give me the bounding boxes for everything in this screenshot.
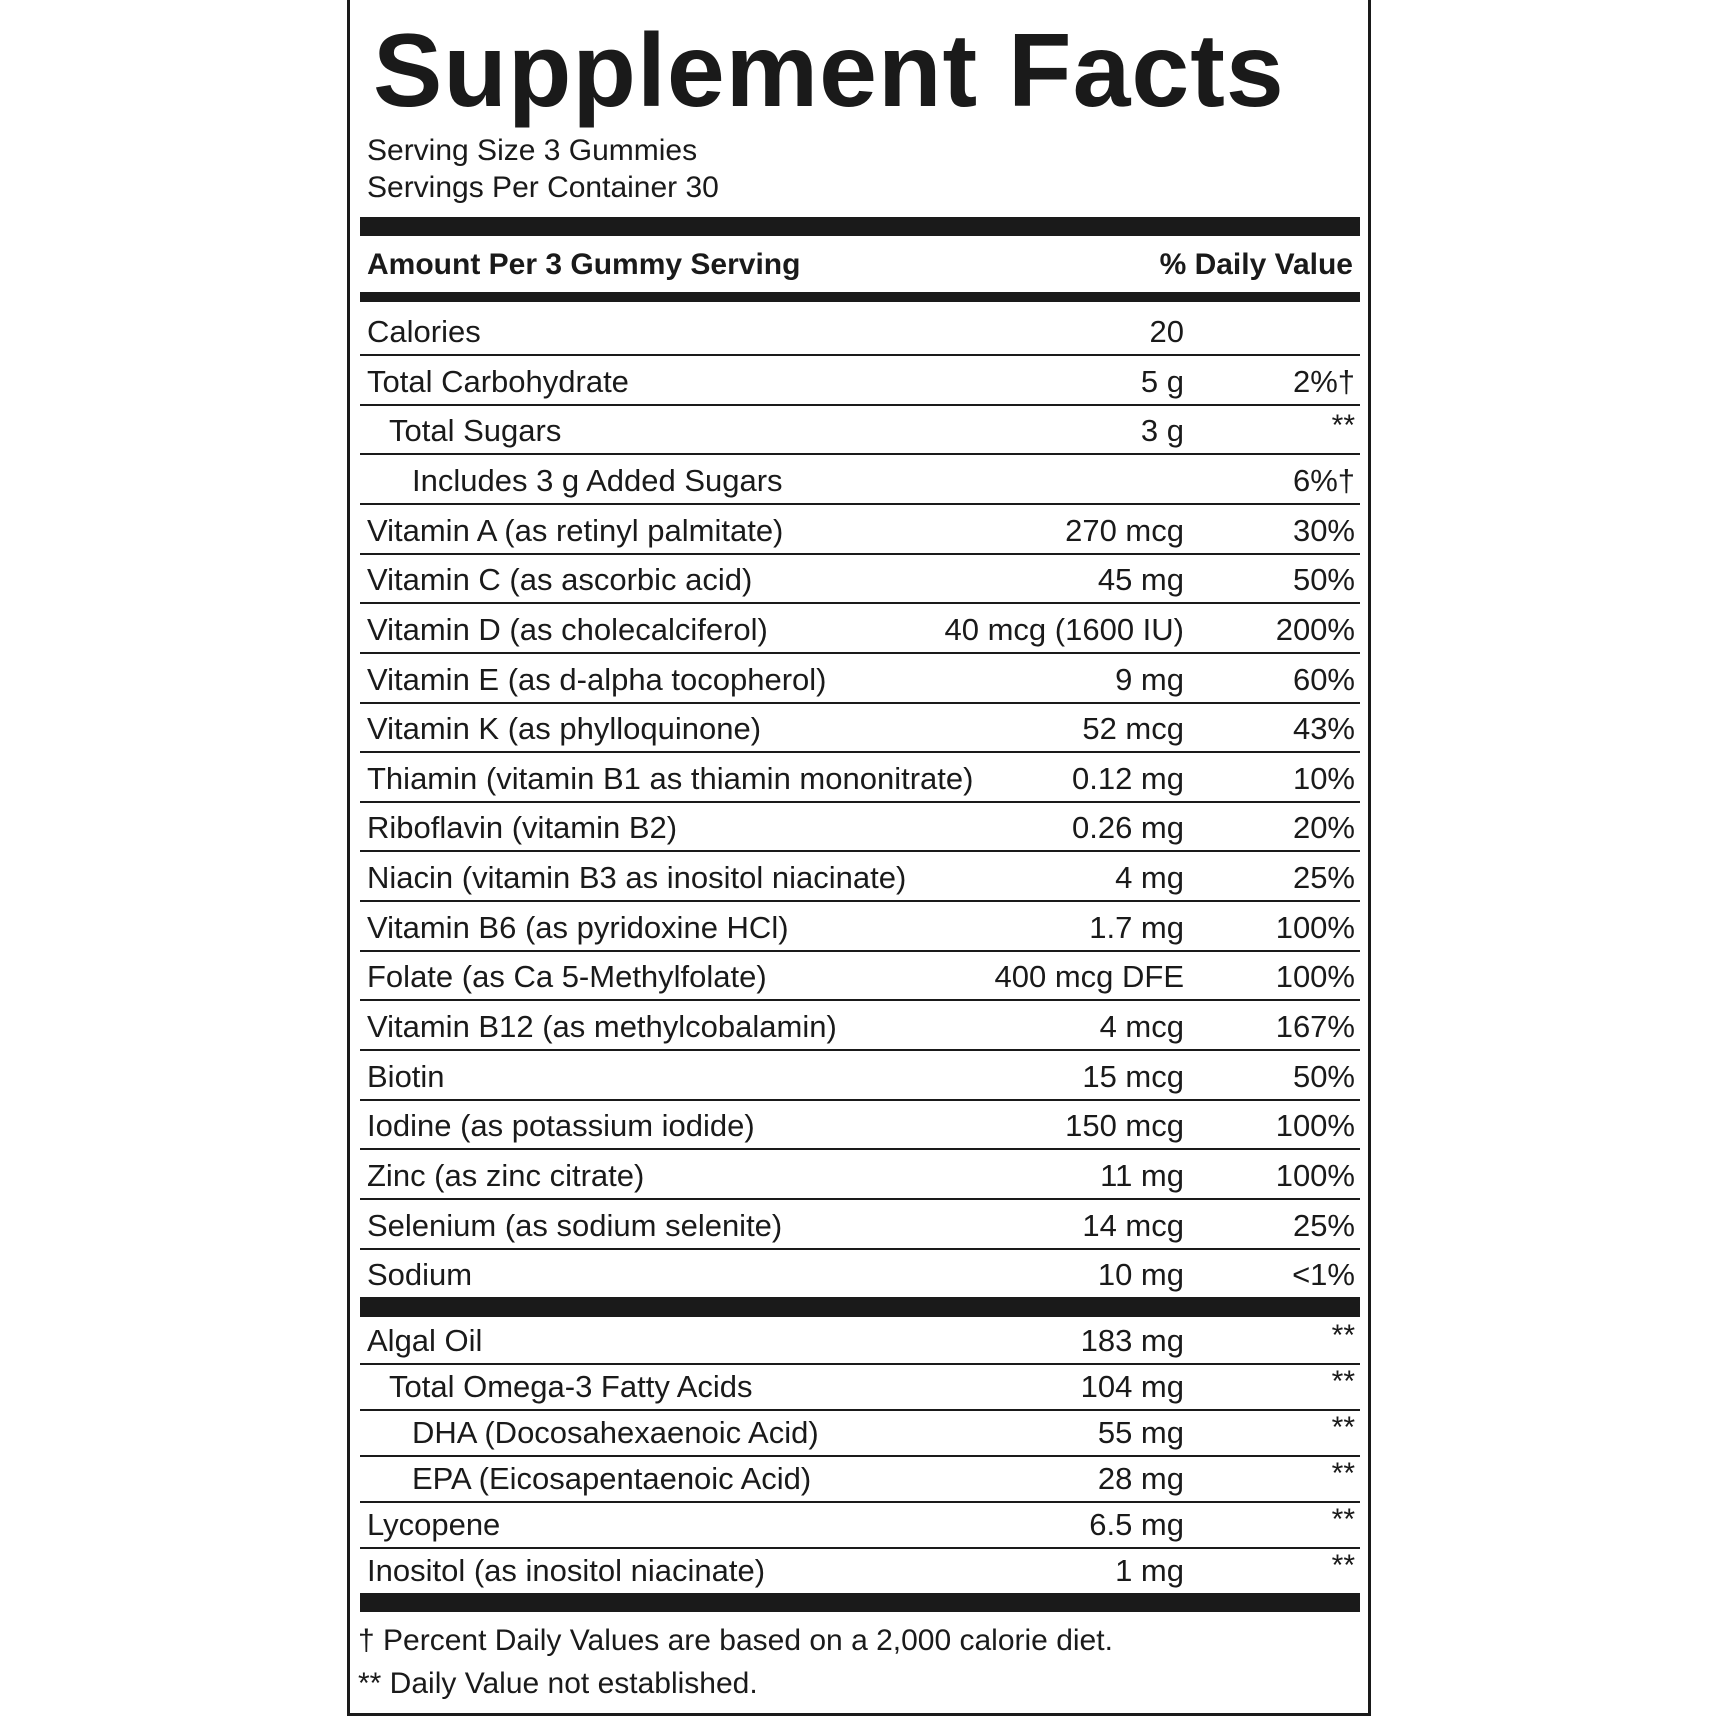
amount-per-serving-label: Amount Per 3 Gummy Serving <box>367 248 801 281</box>
nutrient-row-added-sugars <box>360 455 1360 505</box>
nutrient-amount: 20 <box>1149 314 1184 349</box>
nutrient-daily-value: 43% <box>1292 711 1355 746</box>
nutrient-row-selenium <box>360 1200 1360 1250</box>
nutrient-name: Folate (as Ca 5-Methylfolate) <box>367 959 767 994</box>
nutrient-daily-value: 2%† <box>1292 364 1355 399</box>
nutrient-name: Sodium <box>367 1257 473 1292</box>
nutrient-amount: 14 mcg <box>1082 1208 1184 1243</box>
ingredient-row-algal-oil <box>360 1317 1360 1365</box>
nutrient-row-sodium <box>360 1250 1360 1297</box>
nutrient-amount: 4 mcg <box>1099 1009 1184 1044</box>
nutrient-row-vitamin-e <box>360 654 1360 704</box>
daily-value-label: % Daily Value <box>1159 248 1353 281</box>
ingredient-row-inositol <box>360 1549 1360 1593</box>
ingredient-daily-value: ** <box>1331 1503 1355 1536</box>
ingredient-name: Lycopene <box>367 1507 501 1542</box>
ingredient-row-dha <box>360 1411 1360 1457</box>
nutrient-row-vitamin-k <box>360 704 1360 753</box>
nutrient-row-biotin <box>360 1051 1360 1101</box>
servings-per-container: Servings Per Container 30 <box>367 171 719 204</box>
nutrient-row-vitamin-a <box>360 505 1360 555</box>
thick-divider <box>360 217 1360 236</box>
ingredient-name: Inositol (as inositol niacinate) <box>367 1553 766 1588</box>
supplement-facts-panel <box>347 0 1371 1716</box>
nutrient-daily-value: 20% <box>1292 810 1355 845</box>
nutrient-name: Vitamin K (as phylloquinone) <box>367 711 762 746</box>
ingredient-amount: 183 mg <box>1080 1323 1184 1358</box>
ingredient-amount: 55 mg <box>1097 1415 1184 1450</box>
nutrient-row-vitamin-b12 <box>360 1001 1360 1051</box>
medium-divider <box>360 292 1360 302</box>
nutrient-name: Vitamin B12 (as methylcobalamin) <box>367 1009 837 1044</box>
serving-size: Serving Size 3 Gummies <box>367 134 698 167</box>
nutrient-daily-value: 25% <box>1292 1208 1355 1243</box>
nutrient-daily-value: 60% <box>1292 662 1355 697</box>
nutrient-name: Selenium (as sodium selenite) <box>367 1208 783 1243</box>
ingredient-amount: 1 mg <box>1115 1553 1184 1588</box>
nutrient-amount: 270 mcg <box>1065 513 1184 548</box>
nutrient-amount: 45 mg <box>1097 562 1184 597</box>
nutrient-amount: 40 mcg (1600 IU) <box>944 612 1184 647</box>
nutrient-row-vitamin-c <box>360 555 1360 604</box>
nutrient-name: Vitamin D (as cholecalciferol) <box>367 612 768 647</box>
nutrient-daily-value: 25% <box>1292 860 1355 895</box>
nutrient-daily-value: 50% <box>1292 1059 1355 1094</box>
nutrient-row-niacin <box>360 852 1360 902</box>
nutrient-amount: 9 mg <box>1115 662 1184 697</box>
nutrient-name: Vitamin B6 (as pyridoxine HCl) <box>367 910 789 945</box>
column-header <box>367 244 1353 286</box>
nutrient-name: Calories <box>367 314 481 349</box>
nutrient-amount: 1.7 mg <box>1089 910 1184 945</box>
ingredient-name: EPA (Eicosapentaenoic Acid) <box>412 1461 812 1496</box>
nutrient-amount: 52 mcg <box>1082 711 1184 746</box>
ingredient-amount: 6.5 mg <box>1089 1507 1184 1542</box>
thick-divider <box>360 1297 1360 1317</box>
nutrient-row-riboflavin <box>360 803 1360 852</box>
nutrient-row-iodine <box>360 1101 1360 1150</box>
nutrient-daily-value: 200% <box>1275 612 1355 647</box>
nutrient-daily-value: 167% <box>1275 1009 1355 1044</box>
nutrient-row-total-sugars <box>360 406 1360 455</box>
nutrient-row-vitamin-b6 <box>360 902 1360 952</box>
nutrient-name: Zinc (as zinc citrate) <box>367 1158 645 1193</box>
nutrient-amount: 15 mcg <box>1082 1059 1184 1094</box>
ingredient-name: DHA (Docosahexaenoic Acid) <box>412 1415 819 1450</box>
nutrient-row-thiamin <box>360 753 1360 803</box>
nutrient-amount: 3 g <box>1140 413 1184 448</box>
nutrient-name: Vitamin E (as d-alpha tocopherol) <box>367 662 827 697</box>
nutrient-daily-value: 30% <box>1292 513 1355 548</box>
nutrient-name: Vitamin A (as retinyl palmitate) <box>367 513 784 548</box>
nutrient-amount: 0.12 mg <box>1071 761 1184 796</box>
ingredient-daily-value: ** <box>1331 1457 1355 1490</box>
nutrient-daily-value: <1% <box>1292 1257 1355 1292</box>
nutrient-row-zinc <box>360 1150 1360 1200</box>
nutrient-name: Includes 3 g Added Sugars <box>412 463 783 498</box>
nutrient-amount: 4 mg <box>1115 860 1184 895</box>
nutrient-row-folate <box>360 952 1360 1001</box>
ingredient-daily-value: ** <box>1331 1365 1355 1398</box>
ingredient-row-total-omega-3 <box>360 1365 1360 1411</box>
ingredient-daily-value: ** <box>1331 1411 1355 1444</box>
nutrient-daily-value: ** <box>1331 409 1355 442</box>
ingredient-name: Algal Oil <box>367 1323 483 1358</box>
nutrient-daily-value: 100% <box>1275 1108 1355 1143</box>
nutrient-daily-value: 50% <box>1292 562 1355 597</box>
nutrient-name: Vitamin C (as ascorbic acid) <box>367 562 753 597</box>
nutrient-amount: 150 mcg <box>1065 1108 1184 1143</box>
nutrient-row-vitamin-d <box>360 604 1360 654</box>
nutrient-name: Biotin <box>367 1059 445 1094</box>
nutrient-name: Iodine (as potassium iodide) <box>367 1108 755 1143</box>
nutrient-daily-value: 6%† <box>1292 463 1355 498</box>
thick-divider <box>360 1593 1360 1612</box>
nutrient-name: Thiamin (vitamin B1 as thiamin mononitrate) <box>367 761 974 796</box>
nutrient-name: Total Carbohydrate <box>367 364 629 399</box>
nutrient-name: Niacin (vitamin B3 as inositol niacinate) <box>367 860 907 895</box>
nutrient-daily-value: 100% <box>1275 910 1355 945</box>
nutrient-name: Total Sugars <box>389 413 562 448</box>
nutrient-amount: 11 mg <box>1100 1158 1184 1193</box>
nutrient-daily-value: 100% <box>1275 1158 1355 1193</box>
panel-title: Supplement Facts <box>373 13 1285 129</box>
ingredient-row-lycopene <box>360 1503 1360 1549</box>
nutrient-amount: 0.26 mg <box>1071 810 1184 845</box>
nutrient-row-total-carbohydrate <box>360 356 1360 406</box>
ingredient-daily-value: ** <box>1331 1549 1355 1582</box>
ingredient-amount: 28 mg <box>1097 1461 1184 1496</box>
ingredient-name: Total Omega-3 Fatty Acids <box>389 1369 753 1404</box>
nutrient-name: Riboflavin (vitamin B2) <box>367 810 678 845</box>
nutrient-daily-value: 10% <box>1292 761 1355 796</box>
nutrient-daily-value: 100% <box>1275 959 1355 994</box>
ingredient-amount: 104 mg <box>1080 1369 1184 1404</box>
footnote-not-established: ** Daily Value not established. <box>358 1667 758 1700</box>
nutrient-row-calories <box>360 303 1360 356</box>
nutrient-amount: 5 g <box>1140 364 1184 399</box>
ingredient-daily-value: ** <box>1331 1319 1355 1352</box>
ingredient-row-epa <box>360 1457 1360 1503</box>
nutrient-amount: 400 mcg DFE <box>994 959 1184 994</box>
nutrient-amount: 10 mg <box>1097 1257 1184 1292</box>
footnote-daily-values: † Percent Daily Values are based on a 2,000 calorie diet. <box>358 1624 1113 1657</box>
